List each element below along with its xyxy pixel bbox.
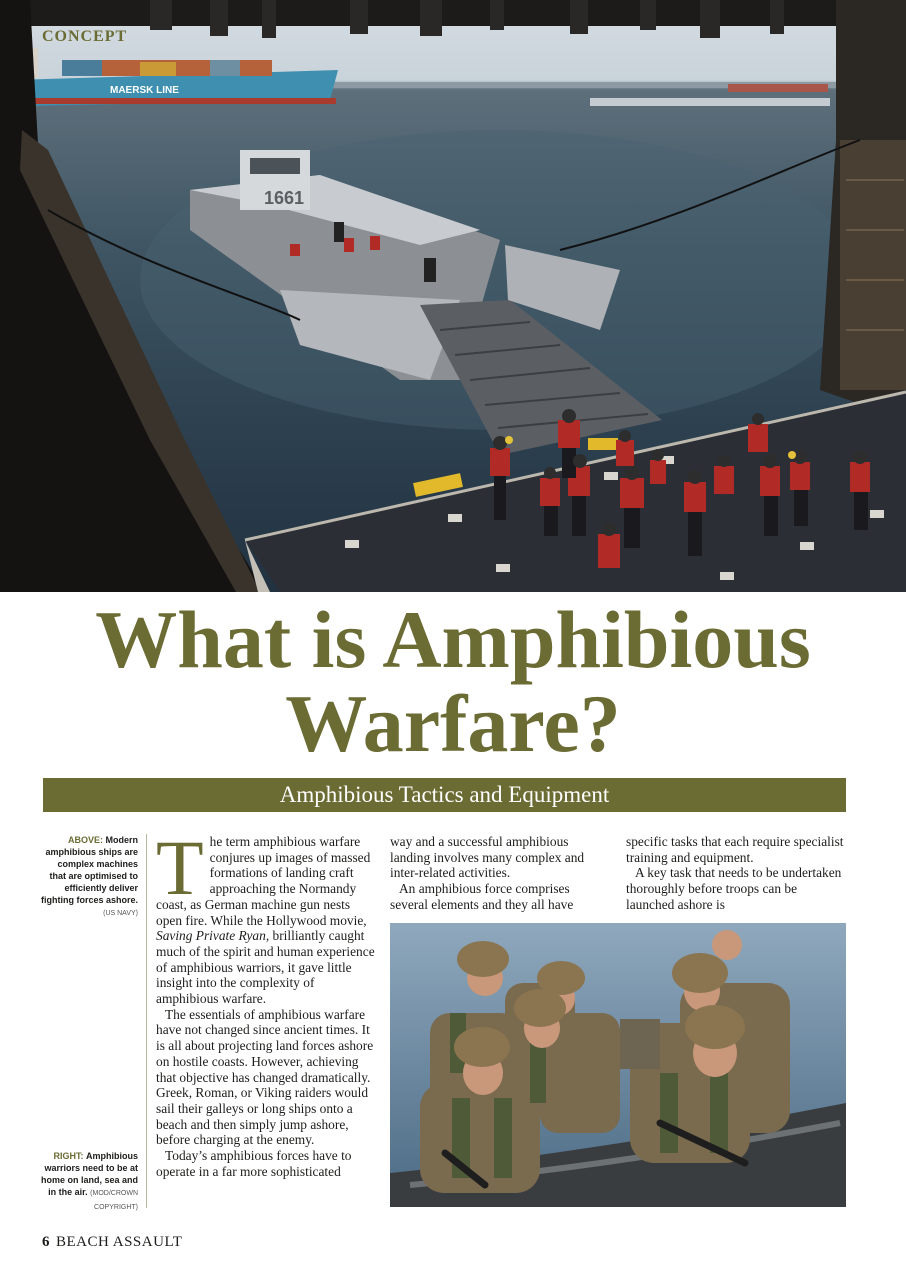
body-text: , brilliantly caught much of the spirit and human experience of amphibious warriors, it gave little insight into the complexity of amphibious warfare.: [156, 928, 375, 1007]
caption-above-credit: (US NAVY): [103, 910, 138, 917]
caption-above-text: Modern amphibious ships are complex machines that are optimised to efficiently deliver fighting forces ashore.: [40, 835, 138, 905]
body-paragraph-7: A key task that needs to be undertaken thoroughly before troops can be launched ashore is: [626, 865, 842, 912]
caption-above-lead: ABOVE:: [67, 835, 103, 845]
inset-photo: [390, 923, 846, 1207]
body-paragraph-2: The essentials of amphibious warfare have not changed since ancient times. It is all about projecting land forces ashore on hostile coasts. However, achieving that objective has changed dramatically. Greek, Roman, or Viking raiders would sail their galleys or long ships onto a beach and then simply jump ashore, before charging at the enemy.: [156, 1006, 374, 1148]
caption-right-text: Amphibious warriors need to be at home on land, sea and in the air.: [40, 1151, 138, 1197]
article-title: [0, 594, 906, 769]
title-line-2: Warfare?: [285, 678, 621, 769]
body-paragraph-3: Today’s amphibious forces have to operate in a far more sophisticated: [156, 1148, 352, 1179]
caption-right-lead: RIGHT:: [53, 1151, 84, 1161]
caption-divider: [146, 834, 147, 1208]
hero-photo-illustration: [0, 0, 906, 592]
magazine-name: BEACH ASSAULT: [56, 1234, 183, 1250]
body-column-2: [390, 834, 610, 913]
ship-hull-text: MAERSK LINE: [110, 85, 179, 96]
inset-photo-illustration: [390, 923, 846, 1207]
body-paragraph-1: [156, 824, 376, 1007]
drop-cap: T: [156, 824, 204, 911]
caption-right-credit: (MOD/CROWN COPYRIGHT): [90, 1190, 138, 1211]
caption-above: [40, 834, 138, 920]
container-ship: [14, 48, 338, 106]
body-column-1: [156, 824, 376, 1179]
body-paragraph-6: specific tasks that each require specialist training and equipment.: [626, 834, 844, 865]
subtitle-bar: Amphibious Tactics and Equipment: [43, 778, 846, 812]
page-footer: [42, 1234, 182, 1251]
body-text: he term amphibious warfare conjures up images of massed formations of landing craft approaching the Normandy coast, as German machine gun nests open fire. While the Hollywood movie,: [156, 834, 371, 928]
craft-number: 1661: [264, 188, 305, 208]
title-line-1: What is Amphibious: [95, 594, 811, 685]
body-paragraph-4: way and a successful amphibious landing involves many complex and inter-related activities.: [390, 834, 585, 881]
caption-right: [40, 1150, 138, 1214]
section-label: CONCEPT: [42, 28, 128, 45]
page-number: 6: [42, 1234, 50, 1250]
body-column-3: [626, 834, 848, 913]
body-paragraph-5: An amphibious force comprises several elements and they all have: [390, 881, 574, 912]
hero-photo: [0, 0, 906, 592]
movie-title: Saving Private Ryan: [156, 928, 266, 944]
